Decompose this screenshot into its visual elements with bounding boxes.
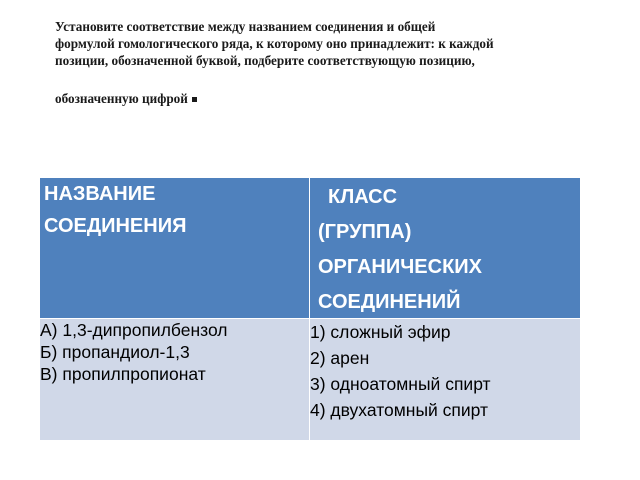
header-compound-name [40,178,310,319]
list-item: Б) пропандиол-1,3 [40,342,190,362]
list-item: 4) двухатомный спирт [310,400,489,420]
header-line: (ГРУППА) [318,221,412,243]
task-line: обозначенную цифрой [55,91,188,106]
task-line: формулой гомологического ряда, к которому оно принадлежит: к каждой [55,36,494,51]
list-item: 3) одноатомный спирт [310,374,491,394]
header-line: НАЗВАНИЕ [44,183,156,205]
task-spacer [55,69,615,90]
table-row [40,319,581,441]
task-text [55,18,615,107]
table-header-row [40,178,581,319]
header-line-text: КЛАСС [328,186,398,208]
header-line: ОРГАНИЧЕСКИХ [318,256,482,278]
header-line: СОЕДИНЕНИЙ [318,291,461,313]
header-line: СОЕДИНЕНИЯ [44,215,187,237]
matching-table [39,177,581,441]
task-line: Установите соответствие между названием соединения и общей [55,19,436,34]
header-line [310,178,580,213]
compounds-cell [40,319,310,441]
classes-cell [310,319,581,441]
task-line: позиции, обозначенной буквой, подберите соответствующую позицию, [55,53,475,68]
list-item: А) 1,3-дипропилбензол [40,320,228,340]
list-item: В) пропилпропионат [40,364,206,384]
square-bullet-icon [192,97,197,102]
list-item: 2) арен [310,348,370,368]
task-line-last [55,90,615,107]
header-compound-class [310,178,581,319]
list-item: 1) сложный эфир [310,322,451,342]
